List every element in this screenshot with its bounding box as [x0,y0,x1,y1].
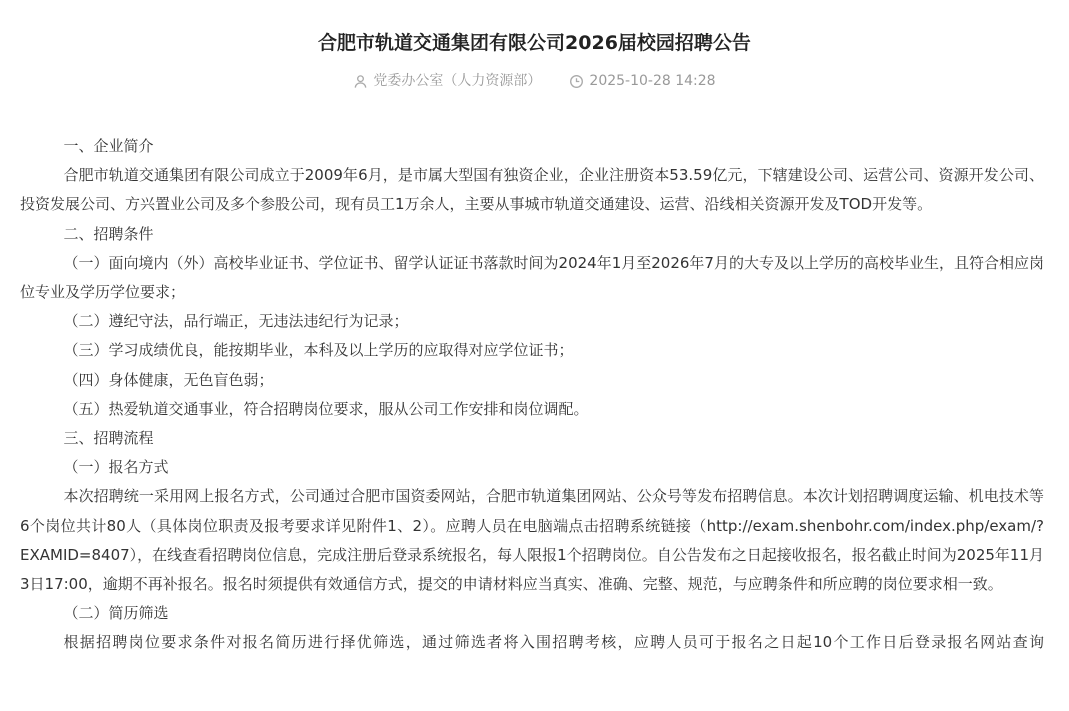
article-content [20,132,1044,658]
department-text: 党委办公室（人力资源部） [373,73,542,89]
paragraph-company-intro: 合肥市轨道交通集团有限公司成立于2009年6月，是市属大型国有独资企业，企业注册资本53.59亿元，下辖建设公司、运营公司、资源开发公司、投资发展公司、方兴置业公司及多个参股公司，现有员工1万余人，主要从事城市轨道交通建设、运营、沿线相关资源开发及TOD开发等。 [20,166,1044,214]
article-meta [0,71,1069,91]
condition-item-4: （四）身体健康，无色盲色弱； [63,370,274,389]
datetime-text: 2025-10-28 14:28 [589,73,716,89]
condition-item-5: （五）热爱轨道交通事业，符合招聘岗位要求，服从公司工作安排和岗位调配。 [63,399,589,418]
section-heading-conditions: 二、招聘条件 [63,224,154,243]
subheading-registration: （一）报名方式 [63,458,169,477]
condition-item-1: （一）面向境内（外）高校毕业证书、学位证书、留学认证证书落款时间为2024年1月至2026年7月的大专及以上学历的高校毕业生，且符合相应岗位专业及学历学位要求； [20,253,1044,302]
meta-datetime [569,71,715,91]
paragraph-screening: 根据招聘岗位要求条件对报名简历进行择优筛选，通过筛选者将入围招聘考核，应聘人员可于报名之日起10个工作日后登录报名网站查询 [63,633,1044,652]
section-heading-intro: 一、企业简介 [63,137,154,155]
paragraph-registration: 本次招聘统一采用网上报名方式，公司通过合肥市国资委网站，合肥市轨道集团网站、公众号等发布招聘信息。本次计划招聘调度运输、机电技术等6个岗位共计80人（具体岗位职责及报考要求详见附件1、2）。应聘人员在电脑端点击招聘系统链接（http://exam.shenbohr.com/index.php/exam/?EXAMID=8407），在线查看招聘岗位信息，完成注册后登录系统报名，每人限报1个招聘岗位。自公告发布之日起接收报名，报名截止时间为2025年11月3日17:00，逾期不再补报名。报名时须提供有效通信方式，提交的申请材料应当真实、准确、完整、规范，与应聘条件和所应聘的岗位要求相一致。 [20,487,1044,594]
clock-icon [569,74,584,89]
page-title: 合肥市轨道交通集团有限公司2026届校园招聘公告 [318,32,751,54]
condition-item-3: （三）学习成绩优良，能按期毕业，本科及以上学历的应取得对应学位证书； [63,341,574,360]
user-icon [353,74,368,89]
meta-department [353,71,541,91]
condition-item-2: （二）遵纪守法，品行端正，无违法违纪行为记录； [63,312,409,331]
section-heading-process: 三、招聘流程 [63,429,154,448]
subheading-screening: （二）简历筛选 [63,604,169,623]
